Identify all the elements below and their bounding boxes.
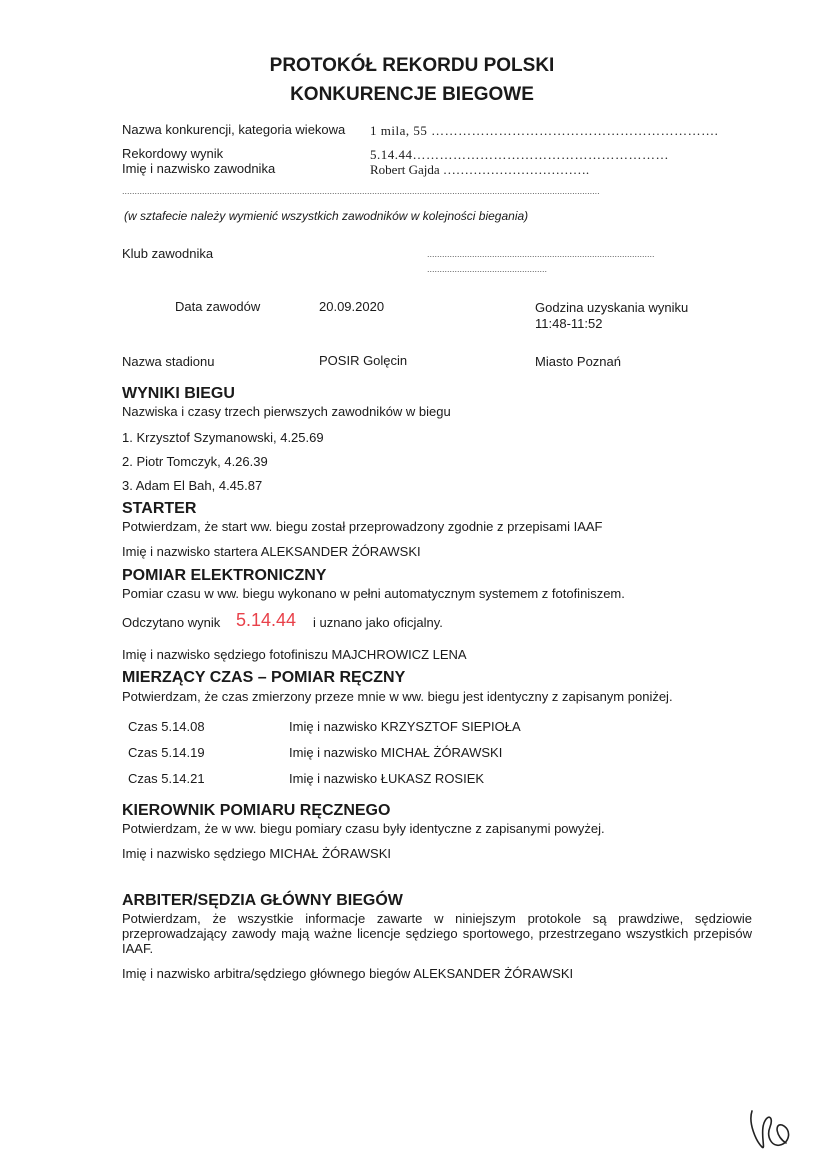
result-item: 2. Piotr Tomczyk, 4.26.39 — [122, 454, 268, 469]
manual-text: Potwierdzam, że czas zmierzony przeze mnie w ww. biegu jest identyczny z zapisanym poniżej. — [122, 689, 673, 704]
athlete-label: Imię i nazwisko zawodnika — [122, 161, 276, 176]
manual-time: Czas 5.14.19 — [128, 745, 205, 760]
read-suffix: i uznano jako oficjalny. — [313, 615, 443, 630]
manager-heading: KIEROWNIK POMIARU RĘCZNEGO — [122, 802, 391, 819]
signature-initials — [742, 1103, 798, 1155]
competition-label: Nazwa konkurencji, kategoria wiekowa — [122, 122, 346, 137]
manager-name: Imię i nazwisko sędziego MICHAŁ ŻÓRAWSKI — [122, 846, 391, 861]
electronic-text: Pomiar czasu w ww. biegu wykonano w pełni automatycznym systemem z fotofiniszem. — [122, 586, 625, 601]
blank-line: ............................................................................................................................................................................................... — [122, 186, 600, 196]
manual-heading: MIERZĄCY CZAS – POMIAR RĘCZNY — [122, 669, 406, 686]
results-subtitle: Nazwiska i czasy trzech pierwszych zawodników w biegu — [122, 404, 451, 419]
club-line-1: ........................................................................................... — [427, 249, 655, 259]
time-value: 11:48-11:52 — [535, 316, 603, 331]
document-title-line2: KONKURENCJE BIEGOWE — [290, 84, 534, 105]
stadium-value: POSIR Golęcin — [319, 353, 408, 368]
manual-time: Czas 5.14.08 — [128, 719, 205, 734]
relay-note: (w sztafecie należy wymienić wszystkich zawodników w kolejności biegania) — [124, 209, 529, 223]
manual-time: Czas 5.14.21 — [128, 771, 205, 786]
manual-timer-name: Imię i nazwisko KRZYSZTOF SIEPIOŁA — [289, 719, 521, 734]
club-label: Klub zawodnika — [122, 246, 214, 261]
starter-heading: STARTER — [122, 500, 197, 517]
city: Miasto Poznań — [535, 354, 621, 369]
time-label: Godzina uzyskania wyniku — [535, 300, 689, 315]
date-label: Data zawodów — [175, 299, 261, 314]
record-value: 5.14.44………………………………………………… — [370, 147, 669, 162]
athlete-value: Robert Gajda ……………………………. — [370, 162, 590, 177]
arbiter-text: Potwierdzam, że wszystkie informacje zawarte w niniejszym protokole są prawdziwe, sędziowie przeprowadzający zawody mają ważne licencje sędziego sportowego, przestrzegano wszystkich przepisów IAAF. — [122, 911, 752, 956]
date-value: 20.09.2020 — [319, 299, 385, 314]
electronic-heading: POMIAR ELEKTRONICZNY — [122, 567, 327, 584]
arbiter-name: Imię i nazwisko arbitra/sędziego głównego biegów ALEKSANDER ŻÓRAWSKI — [122, 966, 574, 981]
manual-timer-name: Imię i nazwisko ŁUKASZ ROSIEK — [289, 771, 485, 786]
starter-name: Imię i nazwisko startera ALEKSANDER ŻÓRAWSKI — [122, 544, 421, 559]
result-item: 1. Krzysztof Szymanowski, 4.25.69 — [122, 430, 324, 445]
club-line-2: ................................................ — [427, 264, 548, 274]
record-label: Rekordowy wynik — [122, 146, 224, 161]
document-title-line1: PROTOKÓŁ REKORDU POLSKI — [269, 55, 555, 76]
manual-timer-name: Imię i nazwisko MICHAŁ ŻÓRAWSKI — [289, 745, 503, 760]
competition-value: 1 mila, 55 ………………………………………………………. — [370, 123, 719, 138]
read-value: 5.14.44 — [236, 610, 297, 630]
result-item: 3. Adam El Bah, 4.45.87 — [122, 478, 263, 493]
read-prefix: Odczytano wynik — [122, 615, 221, 630]
stadium-label: Nazwa stadionu — [122, 354, 215, 369]
arbiter-heading: ARBITER/SĘDZIA GŁÓWNY BIEGÓW — [122, 892, 403, 909]
starter-text: Potwierdzam, że start ww. biegu został przeprowadzony zgodnie z przepisami IAAF — [122, 519, 603, 534]
manager-text: Potwierdzam, że w ww. biegu pomiary czasu były identyczne z zapisanymi powyżej. — [122, 821, 605, 836]
results-heading: WYNIKI BIEGU — [122, 385, 235, 402]
photofinish-judge: Imię i nazwisko sędziego fotofiniszu MAJCHROWICZ LENA — [122, 647, 467, 662]
